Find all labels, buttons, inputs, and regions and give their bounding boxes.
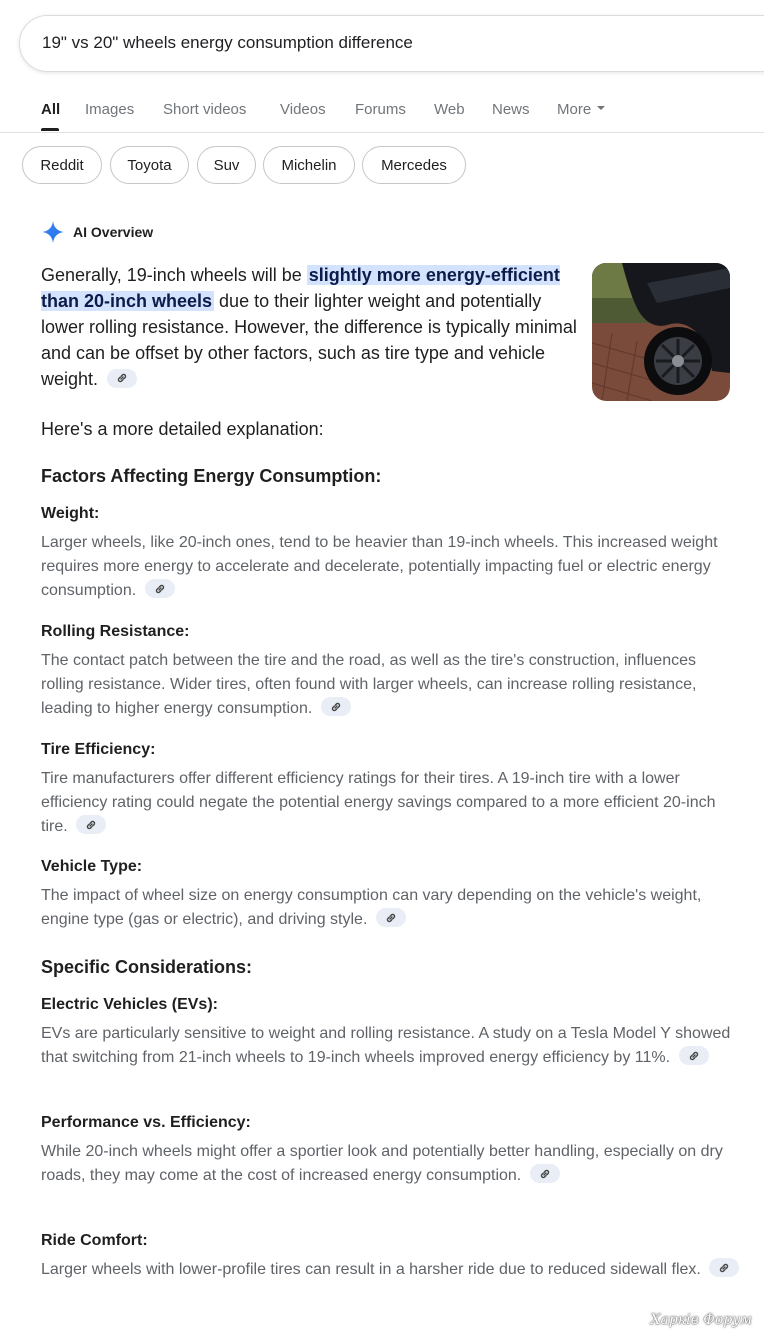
tab-videos[interactable]: Videos	[280, 101, 326, 118]
source-link-icon[interactable]	[107, 369, 137, 388]
item-title: Electric Vehicles (EVs):	[41, 996, 218, 1013]
sparkle-icon	[41, 220, 65, 244]
item-body	[41, 767, 741, 839]
item-title: Tire Efficiency:	[41, 741, 156, 758]
item-title: Rolling Resistance:	[41, 623, 190, 640]
summary-highlight: slightly more energy-efficient than 20-inch wheels	[41, 265, 560, 311]
item-body-text: Tire manufacturers offer different efficiency ratings for their tires. A 19-inch tire with a lower efficiency rating could negate the potential energy savings compared to a more efficient 20-inch tire.	[41, 770, 716, 835]
item-body-text: Larger wheels with lower-profile tires can result in a harsher ride due to reduced sidewall flex.	[41, 1261, 701, 1278]
source-link-icon[interactable]	[145, 579, 175, 598]
item-body-text: EVs are particularly sensitive to weight and rolling resistance. A study on a Tesla Model Y showed that switching from 21-inch wheels to 19-inch wheels improved energy efficiency by 11%.	[41, 1025, 731, 1066]
tab-more-label: More	[557, 101, 592, 118]
search-bar[interactable]	[19, 15, 764, 72]
search-tabs	[0, 92, 764, 133]
forum-watermark: Харків Форум	[650, 1312, 752, 1328]
item-title: Ride Comfort:	[41, 1232, 148, 1249]
item-title: Vehicle Type:	[41, 858, 143, 875]
ai-overview-header	[41, 219, 153, 245]
tab-news[interactable]: News	[492, 101, 530, 118]
car-wheel-thumbnail[interactable]	[592, 263, 730, 401]
ai-overview-summary	[41, 262, 586, 392]
item-title: Weight:	[41, 505, 100, 522]
ai-overview-label: AI Overview	[73, 224, 154, 240]
section-title: Specific Considerations:	[41, 957, 253, 977]
chip-toyota[interactable]: Toyota	[110, 146, 189, 184]
item-body-text: Larger wheels, like 20-inch ones, tend to be heavier than 19-inch wheels. This increased weight requires more energy to accelerate and decelerate, potentially impacting fuel or electric energy consumption.	[41, 534, 718, 599]
summary-text: Generally, 19-inch wheels will be	[41, 265, 307, 285]
item-body	[41, 531, 741, 603]
item-body-text: The contact patch between the tire and the road, as well as the tire's construction, influences rolling resistance. Wider tires, often found with larger wheels, can increase rolling resistance, leading to higher energy consumption.	[41, 652, 697, 717]
chip-mercedes[interactable]: Mercedes	[362, 146, 466, 184]
chip-michelin[interactable]: Michelin	[263, 146, 355, 184]
chip-reddit[interactable]: Reddit	[22, 146, 102, 184]
tab-forums[interactable]: Forums	[355, 101, 406, 118]
item-body	[41, 1022, 741, 1070]
item-body-text: While 20-inch wheels might offer a sportier look and potentially better handling, especially on dry roads, they may come at the cost of increased energy consumption.	[41, 1143, 723, 1184]
tab-short-videos[interactable]: Short videos	[163, 101, 247, 118]
source-link-icon[interactable]	[76, 815, 106, 834]
explanation-intro: Here's a more detailed explanation:	[41, 419, 324, 439]
active-tab-indicator	[41, 128, 59, 131]
section-title: Factors Affecting Energy Consumption:	[41, 466, 382, 486]
chip-suv[interactable]: Suv	[197, 146, 256, 184]
tab-all[interactable]: All	[41, 101, 61, 118]
source-link-icon[interactable]	[709, 1258, 739, 1277]
item-body	[41, 649, 741, 721]
summary-text-continued: due to their lighter weight and potentially lower rolling resistance. However, the difference is typically minimal and can be offset by other factors, such as tire type and vehicle weight.	[41, 291, 577, 389]
item-body-text: The impact of wheel size on energy consumption can vary depending on the vehicle's weight, engine type (gas or electric), and driving style.	[41, 887, 702, 928]
source-link-icon[interactable]	[530, 1164, 560, 1183]
tab-more[interactable]	[557, 101, 605, 118]
tab-images[interactable]: Images	[85, 101, 135, 118]
item-body	[41, 1140, 741, 1188]
item-body	[41, 1258, 741, 1282]
source-link-icon[interactable]	[376, 908, 406, 927]
item-title: Performance vs. Efficiency:	[41, 1114, 251, 1131]
search-input[interactable]: 19" vs 20" wheels energy consumption difference	[42, 33, 413, 52]
tab-web[interactable]: Web	[434, 101, 465, 118]
source-link-icon[interactable]	[321, 697, 351, 716]
item-body	[41, 884, 741, 932]
chevron-down-icon	[597, 106, 605, 110]
source-link-icon[interactable]	[679, 1046, 709, 1065]
